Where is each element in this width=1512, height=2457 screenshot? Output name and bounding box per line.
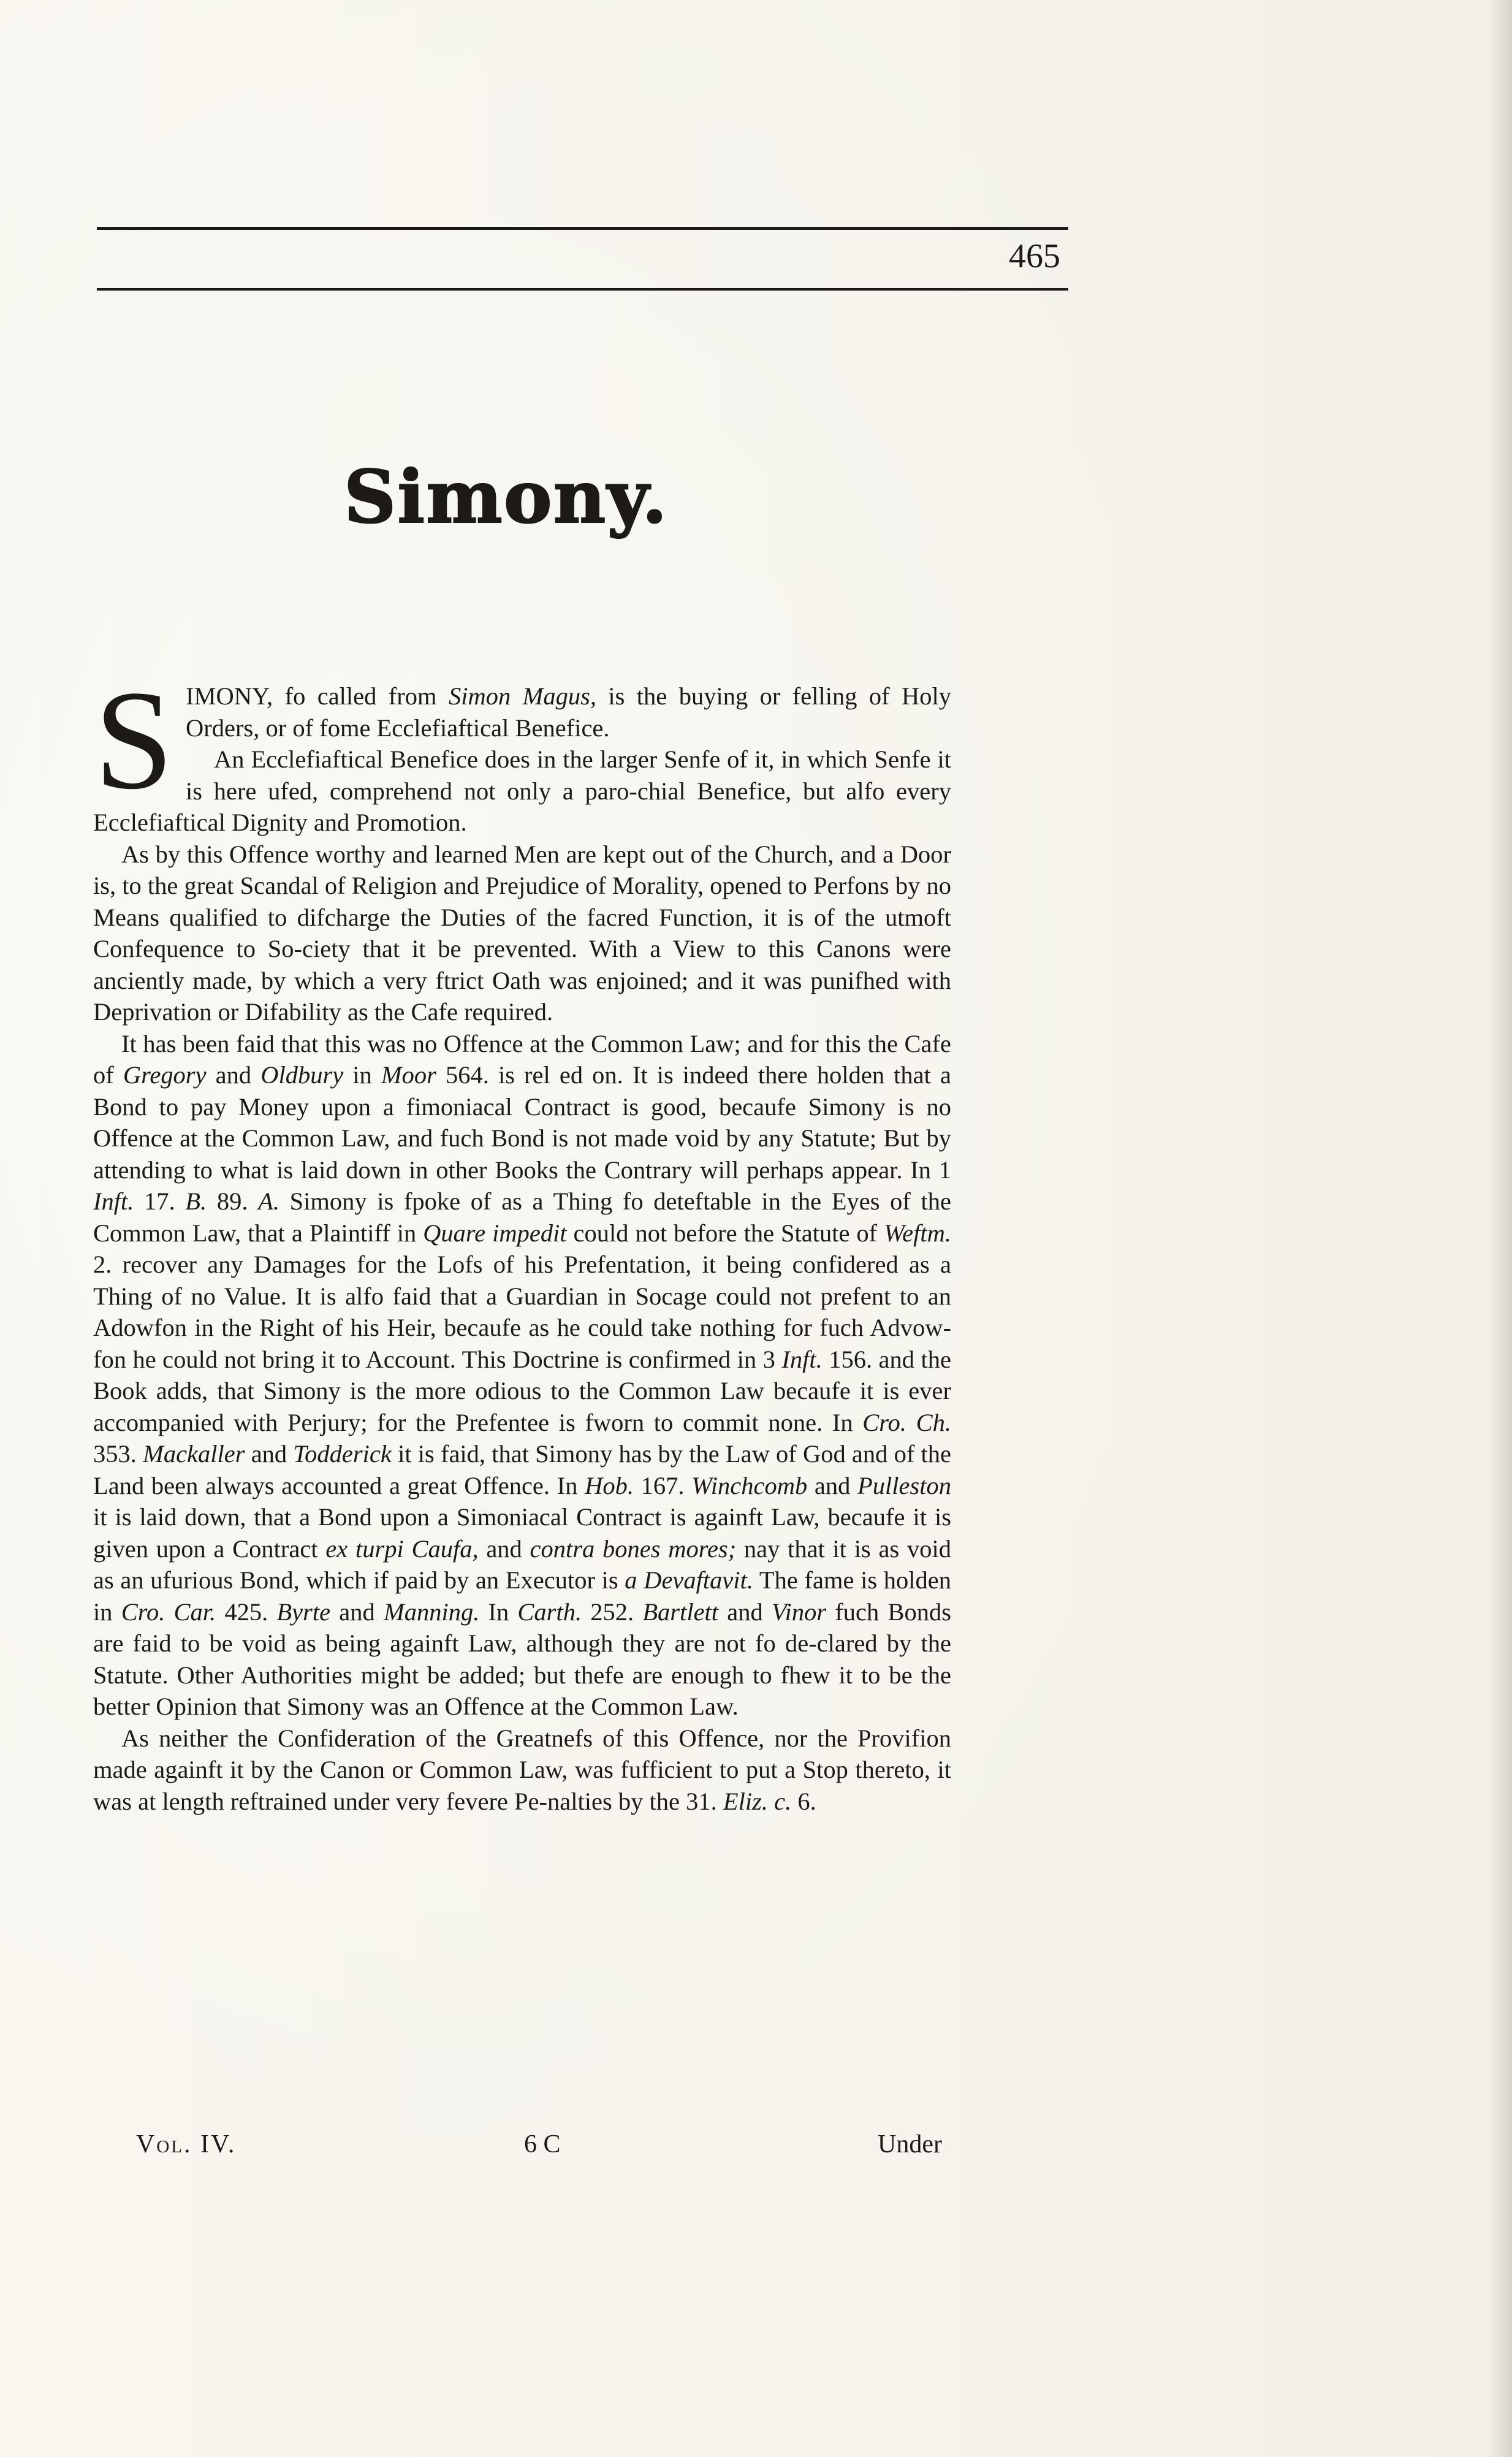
italic-citation: Byrte [276, 1598, 331, 1626]
italic-citation: Weftm. [884, 1219, 952, 1247]
text-run: IMONY, fo called from [186, 682, 449, 710]
text-run: it is laid down, that a Bond upon a Simoniacal Contract is againft Law, becaufe it is given upon a Contract [93, 1503, 951, 1563]
text-run: 252. [582, 1598, 643, 1626]
text-run: Simony is fpoke of as a Thing fo deteftable in the Eyes of the Common Law, that a Plaintiff in [93, 1187, 952, 1247]
italic-citation: Moor [381, 1061, 436, 1089]
header-rule-top [97, 227, 1068, 230]
text-run: and [807, 1471, 858, 1499]
paragraph [93, 839, 951, 1028]
italic-citation: Oldbury [260, 1061, 344, 1089]
footer-volume: Vol. IV. [136, 2130, 237, 2158]
text-run: It has been faid that this was no Offence at the Common Law; and for this the Cafe of [93, 1029, 951, 1089]
text-run: it is faid, that Simony has by the Law of God and of the Land been always accounted a great Offence. In [93, 1440, 951, 1499]
text-run: As by this Offence worthy and learned Men are kept out of the Church, and a Door is, to the great Scandal of Religion and Prejudice of Morality, opened to Perfons by no Means qualified to difcharge the Duties of the facred Function, it is of the utmoft Confequence to So-ciety that it be prevented. With a View to this Canons were anciently made, by which a very ftrict Oath was enjoined; and it was punifhed with Deprivation or Difability as the Cafe required. [93, 840, 951, 1026]
paragraph [93, 744, 951, 839]
footer-catchword: Under [878, 2130, 942, 2158]
footer-signature-mark: 6 C [524, 2130, 561, 2158]
italic-citation: Carth. [517, 1598, 582, 1626]
italic-citation: contra bones mores; [530, 1534, 737, 1563]
italic-citation: Todderick [293, 1440, 392, 1468]
text-run: and [245, 1440, 294, 1468]
text-run: 89. [207, 1187, 259, 1215]
italic-citation: Manning. [383, 1598, 480, 1626]
article-body [93, 661, 952, 1817]
text-run: is the buying or felling of Holy Orders, or of fome Ecclefiaftical Benefice. [186, 682, 952, 742]
italic-citation: Quare impedit [423, 1219, 567, 1247]
header-rule-bottom [97, 288, 1068, 291]
text-run: 564. is rel ed on. It is indeed there holden that a Bond to pay Money upon a fimoniacal Contract is good, becaufe Simony is no Offence at the Common Law, and fuch Bond is not made void by any Statute; But by attending to what is laid down in other Books the Contrary will perhaps appear. In 1 [93, 1061, 951, 1184]
article-title: Simony. [343, 454, 668, 539]
text-run: 17. [134, 1187, 186, 1215]
italic-citation: Inft. [93, 1187, 134, 1215]
italic-citation: Bartlett [642, 1598, 719, 1626]
text-run: and [718, 1598, 772, 1626]
text-run: fuch Bonds are faid to be void as being againft Law, although they are not fo de-clared by the Statute. Other Authorities might be added; but thefe are enough to fhew it to be the better Opinion that Simony was an Offence at the Common Law. [93, 1598, 951, 1720]
drop-cap: S [94, 661, 174, 819]
italic-citation: B. [185, 1187, 207, 1215]
text-run: An Ecclefiaftical Benefice does in the larger Senfe of it, in which Senfe it is here ufed, comprehend not only a paro-chial Benefice, but alfo every Ecclefiaftical Dignity and Promotion. [93, 745, 951, 836]
text-run: 2. recover any Damages for the Lofs of his Prefentation, it being confidered as a Thing of no Value. It is alfo faid that a Guardian in Socage could not prefent to an Adowfon in the Right of his Heir, becaufe as he could take nothing for fuch Advow-fon he could not bring it to Account. This Doctrine is confirmed in 3 [93, 1251, 951, 1373]
text-run: 353. [93, 1440, 143, 1468]
paragraph [93, 1723, 951, 1818]
italic-citation: Simon Magus, [448, 682, 596, 710]
italic-citation: Eliz. c. [723, 1787, 792, 1815]
italic-citation: Pulleston [857, 1471, 952, 1499]
text-run: could not before the Statute of [566, 1219, 884, 1247]
italic-citation: Winchcomb [691, 1471, 808, 1499]
text-run: 6. [791, 1787, 816, 1815]
italic-citation: A. [258, 1187, 279, 1215]
italic-citation: a Devaftavit. [625, 1566, 754, 1594]
italic-citation: Gregory [123, 1061, 207, 1089]
text-run: in [343, 1061, 381, 1089]
italic-citation: ex turpi Caufa, [325, 1534, 479, 1563]
italic-citation: Hob. [585, 1471, 634, 1499]
page-number: 465 [1009, 237, 1060, 275]
text-run: and [330, 1598, 384, 1626]
italic-citation: Inft. [781, 1345, 822, 1373]
text-run: As neither the Confideration of the Greatnefs of this Offence, nor the Provifion made againft it by the Canon or Common Law, was fufficient to put a Stop thereto, it was at length reftrained under very fevere Pe-nalties by the 31. [93, 1724, 951, 1815]
text-run: 425. [216, 1598, 277, 1626]
italic-citation: Cro. Car. [121, 1598, 216, 1626]
italic-citation: Vinor [771, 1598, 827, 1626]
text-run: nay that it is as void as an ufurious Bond, which if paid by an Executor is [93, 1534, 951, 1594]
text-run: and [478, 1534, 530, 1563]
paragraph [93, 1028, 951, 1723]
italic-citation: Cro. Ch. [862, 1408, 951, 1436]
text-run: 156. and the Book adds, that Simony is the more odious to the Common Law becaufe it is ever accompanied with Perjury; for the Prefentee is fworn to commit none. In [93, 1345, 951, 1436]
text-run: and [206, 1061, 261, 1089]
text-run: The fame is holden in [93, 1566, 952, 1626]
page-edge-shadow [1487, 0, 1512, 2457]
text-run: In [479, 1598, 518, 1626]
text-run: 167. [634, 1471, 692, 1499]
italic-citation: Mackaller [143, 1440, 245, 1468]
